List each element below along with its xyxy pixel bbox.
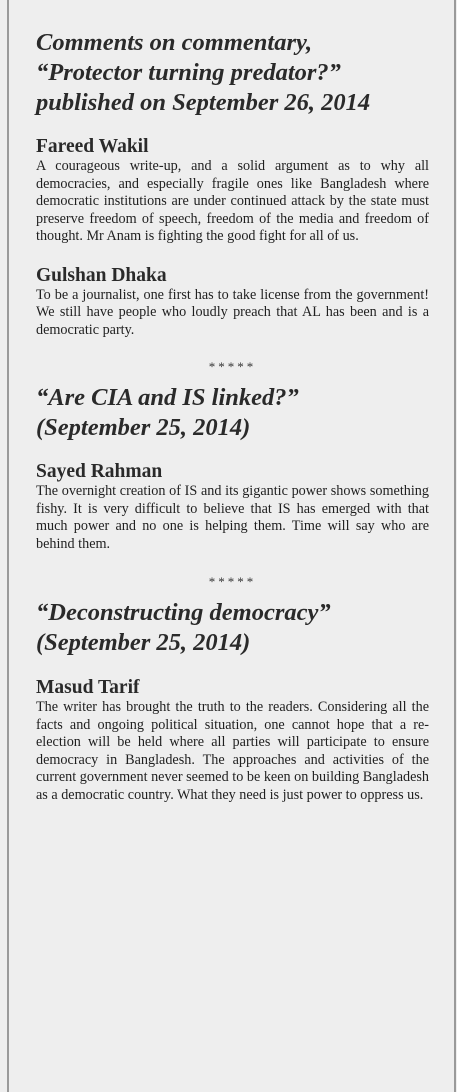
heading-line: published on September 26, 2014 [36, 89, 371, 116]
heading-line: (September 25, 2014) [36, 629, 251, 656]
comment-entry [36, 265, 429, 340]
comment-author: Gulshan Dhaka [36, 264, 167, 286]
comment-entry [36, 677, 429, 804]
heading-line: “Protector turning predator?” [36, 59, 341, 86]
section-separator: ***** [208, 359, 257, 374]
comment-text: The writer has brought the truth to the readers. Considering all the facts and ongoing political situation, one cannot hope that a re-election will be held where all parties will participate to ensure democracy in Bangladesh. The approaches and activities of the current government never seemed to be keen on building Bangladesh as a democratic country. What they need is just power to oppress us. [36, 699, 429, 803]
comment-author: Fareed Wakil [36, 136, 149, 157]
comment-text: A courageous write-up, and a solid argument as to why all democracies, and especially fragile ones like Bangladesh where democratic institutions are under continued attack by the state must preserve freedom of speech, freedom of the media and freedom of thought. Mr Anam is fighting the good fight for all of us. [36, 158, 429, 244]
comment-text: To be a journalist, one first has to take license from the government! We still have people who loudly preach that AL has been and is a democratic party. [36, 286, 429, 338]
heading-line: “Deconstructing democracy” [36, 599, 331, 626]
section-heading-deconstructing-democracy [36, 598, 429, 658]
section-heading-protector-turning-predator [36, 28, 429, 118]
comment-text: The overnight creation of IS and its gigantic power shows something fishy. It is very difficult to believe that IS has emerged with that much power and no one is helping them. Time will say who are behind them. [36, 483, 429, 552]
section-separator: ***** [208, 574, 257, 589]
heading-line: (September 25, 2014) [36, 414, 251, 441]
section-heading-cia-and-is [36, 383, 429, 443]
heading-line: “Are CIA and IS linked?” [36, 384, 299, 411]
comment-author: Masud Tarif [36, 677, 140, 698]
comment-entry [36, 461, 429, 553]
comment-author: Sayed Rahman [36, 461, 163, 482]
comment-entry [36, 136, 429, 246]
heading-line: Comments on commentary, [36, 29, 313, 56]
